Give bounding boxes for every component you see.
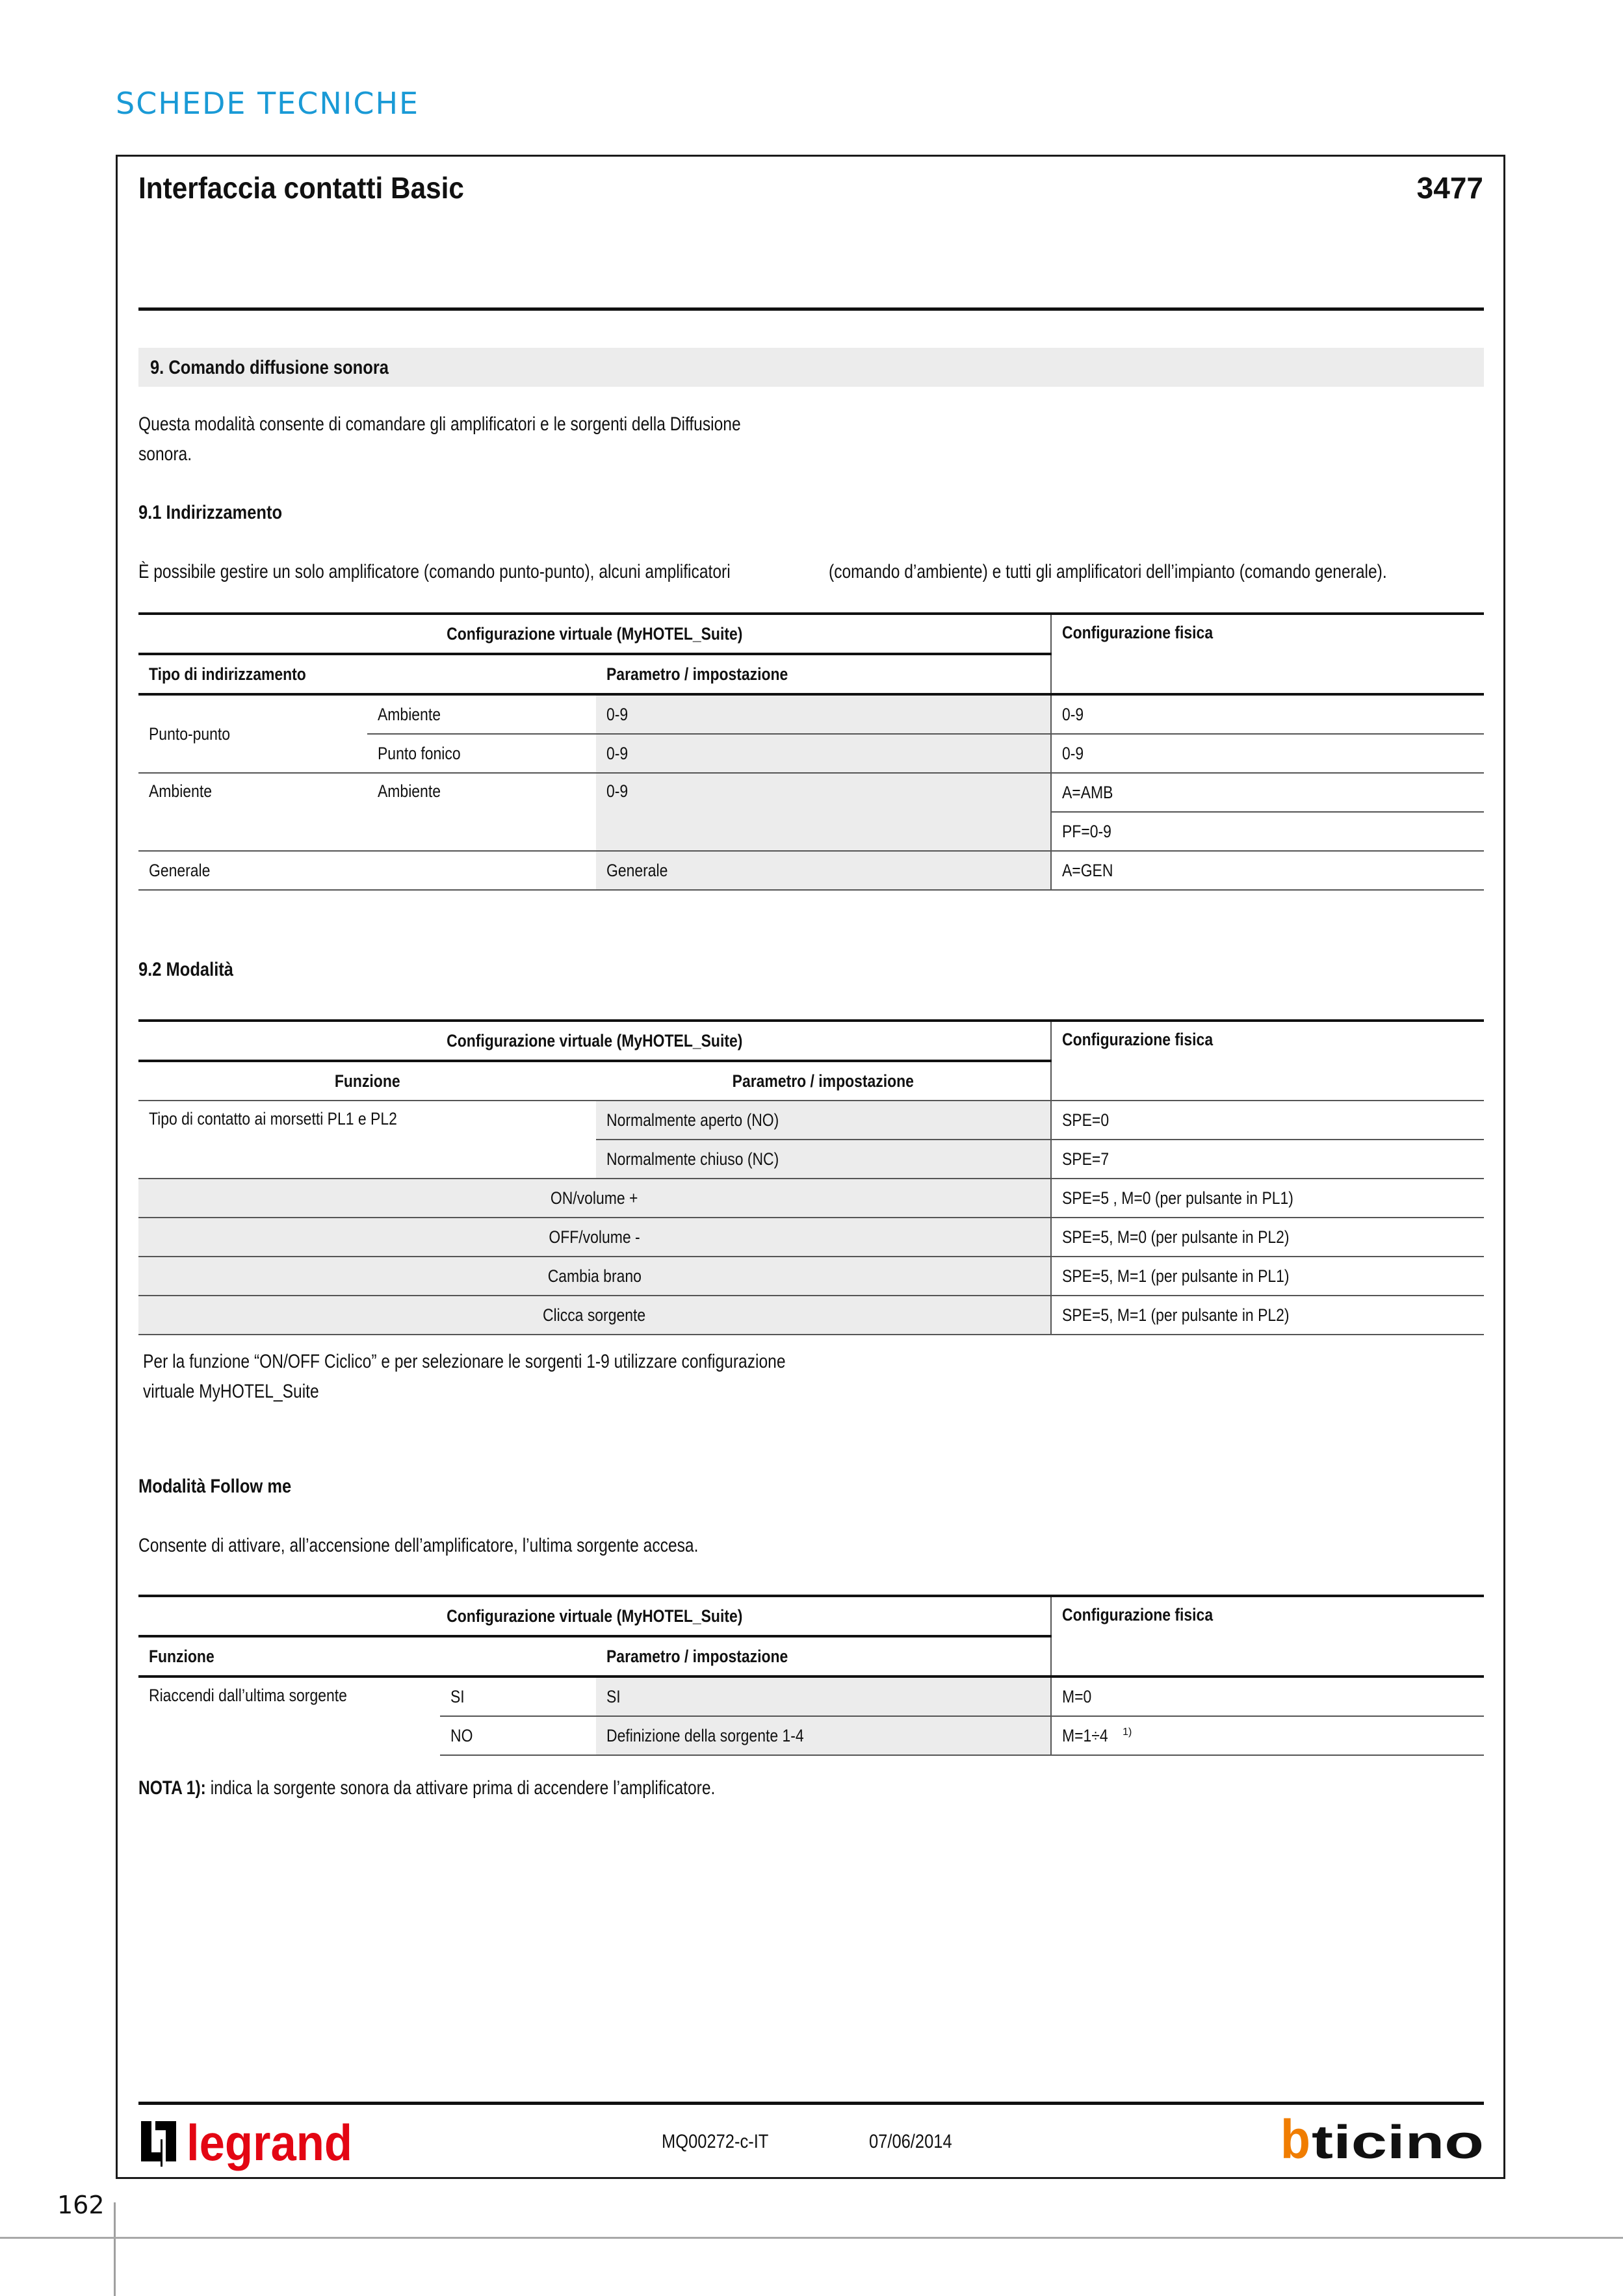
svg-text:b: b [1280,2118,1310,2163]
margin-vertical-line [114,2202,116,2296]
table-row: Clicca sorgente SPE=5, M=1 (per pulsante in PL2) [138,1296,1484,1335]
table-row: Punto-punto Ambiente 0-9 0-9 [138,694,1484,734]
nota-text: indica la sorgente sonora da attivare prima di accendere l’amplificatore. [205,1777,716,1799]
doc-code: 3477 [1416,171,1483,205]
intro-line-2: sonora. [138,443,192,465]
bticino-logo [1280,2118,1485,2167]
addressing-text-right: (comando d’ambiente) e tutti gli amplificatori dell’impianto (comando generale). [829,561,1387,582]
page-number: 162 [57,2191,105,2219]
table-row: NO Definizione della sorgente 1-4 M=1÷4 $^{1)}$ [138,1716,1484,1755]
margin-horizontal-line [0,2237,1623,2239]
follow-me-heading: Modalità Follow me [138,1476,292,1497]
doc-date: 07/06/2014 [869,2131,952,2152]
virtual-config-header: Configurazione virtuale (MyHOTEL_Suite) [138,1596,1051,1636]
doc-reference: MQ00272-c-IT [662,2131,769,2152]
follow-me-table [138,1595,1484,1756]
table-row: Ambiente Ambiente 0-9 A=AMB [138,773,1484,812]
table-row: PF=0-9 [138,812,1484,851]
footnote-marker: 1) [1123,1726,1132,1738]
col-header-type: Tipo di indirizzamento [138,654,596,694]
col-header-param: Parametro / impostazione [596,654,1051,694]
intro-line-1: Questa modalità consente di comandare gli amplificatori e le sorgenti della Diffusione [138,413,741,435]
follow-me-text: Consente di attivare, all’accensione dell’amplificatore, l’ultima sorgente accesa. [138,1535,699,1556]
table-row: Generale Generale A=GEN [138,851,1484,890]
col-header-function: Funzione [138,1061,596,1101]
section-label: SCHEDE TECNICHE [116,86,420,121]
legrand-logo [141,2116,356,2178]
col-header-param: Parametro / impostazione [596,1061,1051,1101]
virtual-config-header: Configurazione virtuale (MyHOTEL_Suite) [138,614,1051,654]
note-line-2: virtuale MyHOTEL_Suite [143,1381,319,1402]
addressing-table [138,612,1484,891]
addressing-text-left: È possibile gestire un solo amplificatore (comando punto-punto), alcuni amplificatori [138,561,731,582]
nota-line [138,1773,715,1803]
physical-config-header: Configurazione fisica [1051,1021,1484,1101]
subsection-heading-9-1: 9.1 Indirizzamento [138,502,283,523]
physical-config-header: Configurazione fisica [1051,1596,1484,1676]
table-row: Normalmente chiuso (NC) SPE=7 [138,1140,1484,1179]
table-row: Riaccendi dall’ultima sorgente SI SI M=0 [138,1676,1484,1716]
col-header-function: Funzione [138,1636,596,1676]
virtual-config-header: Configurazione virtuale (MyHOTEL_Suite) [138,1021,1051,1061]
table-row: Tipo di contatto ai morsetti PL1 e PL2 Normalmente aperto (NO) SPE=0 [138,1101,1484,1140]
table-row: Punto fonico 0-9 0-9 [138,734,1484,773]
note-line-1: Per la funzione “ON/OFF Ciclico” e per selezionare le sorgenti 1-9 utilizzare configurazione [143,1351,786,1372]
modes-table [138,1019,1484,1335]
table-row: OFF/volume - SPE=5, M=0 (per pulsante in PL2) [138,1218,1484,1257]
svg-text:ticino: ticino [1312,2118,1484,2163]
section-heading-bar [138,348,1484,387]
svg-text:legrand: legrand [187,2116,352,2171]
section-heading: 9. Comando diffusione sonora [150,357,389,378]
doc-title: Interfaccia contatti Basic [138,171,464,205]
nota-label: NOTA 1): [138,1777,206,1799]
subsection-heading-9-2: 9.2 Modalità [138,959,233,980]
table-row: Cambia brano SPE=5, M=1 (per pulsante in PL1) [138,1257,1484,1296]
table-row: ON/volume + SPE=5 , M=0 (per pulsante in PL1) [138,1179,1484,1218]
col-header-param: Parametro / impostazione [596,1636,1051,1676]
physical-config-header: Configurazione fisica [1051,614,1484,694]
title-divider [138,307,1484,311]
legrand-mark-icon [141,2121,176,2167]
footer-divider [138,2102,1484,2105]
